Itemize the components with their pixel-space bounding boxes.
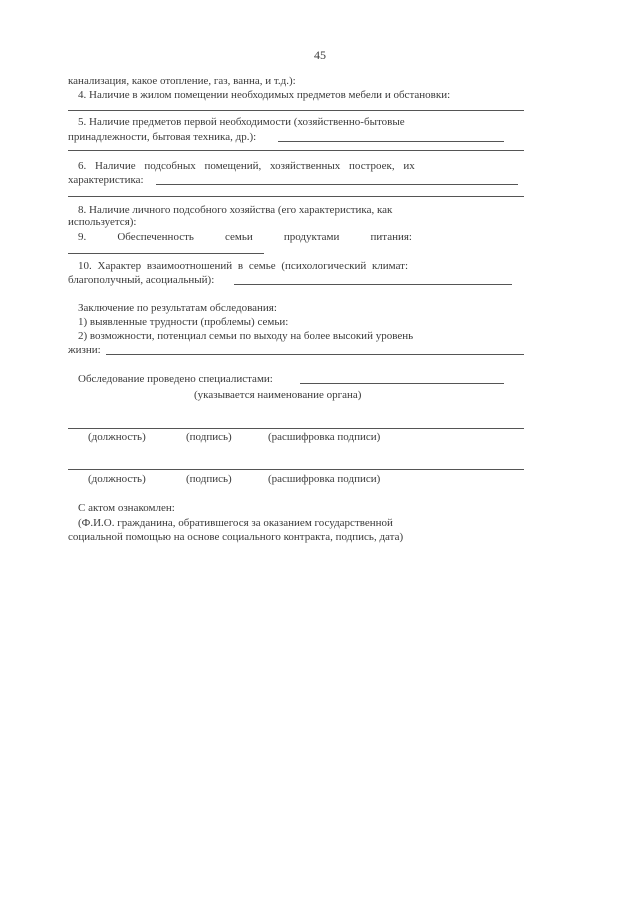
position-caption: (должность): [88, 431, 146, 443]
item9-word: Обеспеченность: [117, 231, 194, 243]
item5-text-line1: [78, 116, 466, 128]
decoding-caption: (расшифровка подписи): [268, 431, 381, 443]
item4-answer-line: [68, 110, 524, 111]
item3-continuation: канализация, какое отопление, газ, ванна, и т.д.):: [68, 75, 296, 87]
item6-text-line1: 6. Наличие подсобных помещений, хозяйственных построек, их: [78, 160, 415, 172]
item5-answer-line2: [68, 150, 524, 151]
conclusion-title: Заключение по результатам обследования:: [78, 302, 277, 314]
conclusion-item2-line1: 2) возможности, потенциал семьи по выходу на более высокий уровень: [78, 330, 414, 342]
item5-text-line2: принадлежности, бытовая техника, др.):: [68, 131, 257, 143]
item8-text-line1: 8. Наличие личного подсобного хозяйства (его характеристика, как: [78, 204, 393, 216]
item4-text: 4. Наличие в жилом помещении необходимых предметов мебели и обстановки:: [78, 89, 451, 101]
item10-text-line2: благополучный, асоциальный):: [68, 274, 215, 286]
decoding-caption: (расшифровка подписи): [268, 473, 381, 485]
item8-text-line2: используется):: [68, 216, 137, 228]
item9-word: продуктами: [283, 231, 340, 243]
conclusion-item2-line2: жизни:: [68, 344, 101, 356]
acquainted-label: С актом ознакомлен:: [78, 502, 175, 514]
item6-answer-line2: [68, 196, 524, 197]
specialists-answer-line: [300, 383, 504, 384]
organ-hint: (указывается наименование органа): [194, 389, 362, 401]
specialists-label: Обследование проведено специалистами:: [78, 373, 273, 385]
fio-hint-line2: социальной помощью на основе социального контракта, подпись, дата): [68, 531, 404, 543]
page-number: 45: [314, 48, 326, 62]
item5-answer-line1: [278, 141, 504, 142]
position-caption: (должность): [88, 473, 146, 485]
item10-text-line1: 10. Характер взаимоотношений в семье (психологический климат:: [78, 260, 409, 272]
item9-text: [78, 231, 412, 243]
signature-caption: (подпись): [186, 431, 232, 443]
signature-caption: (подпись): [186, 473, 232, 485]
item9-word: питания:: [370, 231, 412, 243]
signature-line-2: [68, 469, 524, 470]
conclusion-answer-line: [106, 354, 524, 355]
item10-answer-line: [234, 284, 512, 285]
fio-hint-text: (Ф.И.О. гражданина, обратившегося за оказанием государственной: [78, 517, 393, 529]
item9-answer-line: [68, 253, 264, 254]
item9-number: 9.: [78, 231, 87, 243]
conclusion-item1: 1) выявленные трудности (проблемы) семьи:: [78, 316, 289, 328]
item6-answer-line1: [156, 184, 518, 185]
signature-line-1: [68, 428, 524, 429]
item5-text: 5. Наличие предметов первой необходимости (хозяйственно-бытовые: [78, 116, 405, 128]
item6-text-line2: характеристика:: [68, 174, 144, 186]
fio-hint-line1: [78, 517, 464, 529]
item9-word: семьи: [225, 231, 253, 243]
